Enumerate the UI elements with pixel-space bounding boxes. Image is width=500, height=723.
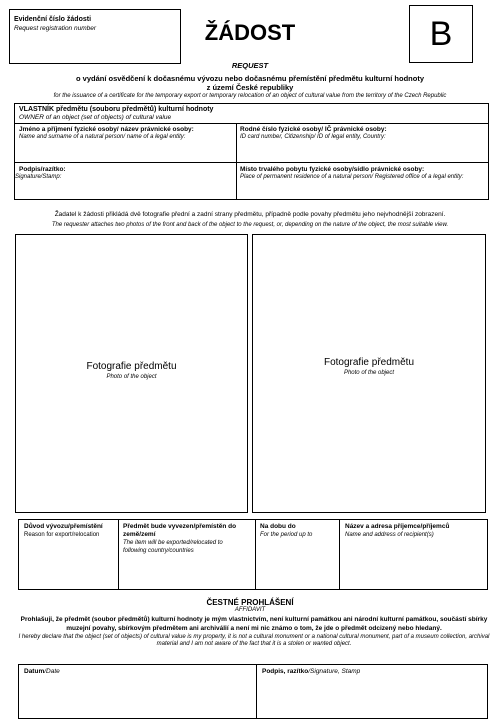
owner-signature-field[interactable] xyxy=(15,163,236,199)
registration-number-box[interactable] xyxy=(9,9,181,64)
signature-label xyxy=(262,668,360,676)
period-field[interactable] xyxy=(256,520,339,589)
owner-heading: VLASTNÍK předmětu (souboru předmětů) kulturní hodnoty xyxy=(19,106,214,113)
owner-name-label: Jméno a příjmení fyzické osoby/ název právnické osoby: xyxy=(19,126,194,133)
owner-id-label: Rodné číslo fyzické osoby/ IČ právnické osoby: xyxy=(240,126,387,133)
signature-field[interactable] xyxy=(257,665,487,718)
registration-label: Evidenční číslo žádosti xyxy=(14,16,92,23)
owner-signature-label-en: Signature/Stamp: xyxy=(15,174,62,180)
date-label-cs: Datum xyxy=(24,668,45,675)
destination-label-en: The item will be exported/relocated to following country/countries xyxy=(123,540,223,554)
affidavit-text: Prohlašuji, že předmět (soubor předmětů) kulturní hodnoty je mým vlastnictvím, není kulturní památkou ani národní kulturní památkou, součástí sbírky muzejní povahy, sbírkovým předmětem ani archiválií a není mi nic známo o tom, že jde o předmět odcizený nebo hledaný. xyxy=(20,616,488,632)
signature-label-en: /Signature, Stamp xyxy=(308,668,361,675)
date-signature-table xyxy=(18,664,488,719)
affidavit-title-en: AFFIDAVIT xyxy=(234,607,266,613)
owner-residence-label-en: Place of permanent residence of a natural person/ Registered office of a legal entity: xyxy=(240,174,464,180)
subtitle-en: for the issuance of a certificate for the temporary export or temporary relocation of an object of cultural value from the territory of the Czech Republic xyxy=(53,93,447,99)
affidavit-title: ČESTNÉ PROHLÁŠENÍ xyxy=(206,598,294,607)
date-field[interactable] xyxy=(19,665,256,718)
period-label-en: For the period up to xyxy=(260,532,313,538)
recipient-label: Název a adresa příjemce/příjemců xyxy=(345,523,450,530)
owner-residence-label: Místo trvalého pobytu fyzické osoby/sídlo právnické osoby: xyxy=(240,166,425,173)
owner-heading-en: OWNER of an object (set of objects) of cultural value xyxy=(19,114,172,121)
owner-signature-label: Podpis/razítko: xyxy=(19,166,66,173)
recipient-label-en: Name and address of recipient(s) xyxy=(345,532,434,538)
destination-label: Předmět bude vyvezen/přemístěn do země/zemí xyxy=(123,523,237,538)
photo-front-label: Fotografie předmětu xyxy=(86,361,177,372)
photo-front-label-en: Photo of the object xyxy=(106,374,157,380)
request-en: REQUEST xyxy=(231,61,269,70)
export-reason-label-en: Reason for export/relocation xyxy=(24,532,100,538)
export-details-table xyxy=(18,519,488,590)
subtitle-line1: o vydání osvědčení k dočasnému vývozu nebo dočasnému přemístění předmětu kulturní hodnoty xyxy=(76,74,424,83)
photo-instruction: Žadatel k žádosti přikládá dvě fotografie přední a zadní strany předmětu, případně podle povahy předmětu jeho nejvhodnější zobrazení. xyxy=(54,211,446,218)
photo-back-label-en: Photo of the object xyxy=(343,370,395,376)
owner-name-field[interactable] xyxy=(15,124,236,162)
date-label xyxy=(24,668,60,676)
destination-field[interactable] xyxy=(119,520,255,589)
subtitle-line2: z území České republiky xyxy=(206,83,294,92)
owner-id-label-en: ID card number, Citizenship/ ID of legal entity, Country: xyxy=(240,134,386,140)
period-label: Na dobu do xyxy=(260,523,296,530)
form-letter: B xyxy=(429,15,453,53)
date-label-en: /Date xyxy=(44,668,60,675)
recipient-field[interactable] xyxy=(340,520,487,589)
export-reason-field[interactable] xyxy=(19,520,118,589)
photo-instruction-en: The requester attaches two photos of the front and back of the object to the request, or, depending on the nature of the object, the most suitable view. xyxy=(51,222,449,228)
affidavit-text-en: I hereby declare that the object (set of objects) of cultural value is my property, it is not a cultural monument or a national cultural monument, part of a museum collection, archival material and I am not aware of the fact that it is a stolen or wanted object. xyxy=(18,634,490,648)
owner-id-field[interactable] xyxy=(237,124,488,162)
form-letter-box xyxy=(409,5,473,63)
page-title: ŽÁDOST xyxy=(204,20,296,45)
owner-name-label-en: Name and surname of a natural person/ name of a legal entity: xyxy=(19,134,186,140)
photo-front-box[interactable] xyxy=(15,234,248,513)
export-reason-label: Důvod vývozu/přemístění xyxy=(24,523,103,530)
signature-label-cs: Podpis, razítko xyxy=(262,668,309,675)
owner-residence-field[interactable] xyxy=(237,163,488,199)
photo-back-label: Fotografie předmětu xyxy=(323,357,415,368)
registration-label-en: Request registration number xyxy=(14,25,97,32)
owner-section xyxy=(14,103,489,200)
photo-back-box[interactable] xyxy=(252,234,486,513)
